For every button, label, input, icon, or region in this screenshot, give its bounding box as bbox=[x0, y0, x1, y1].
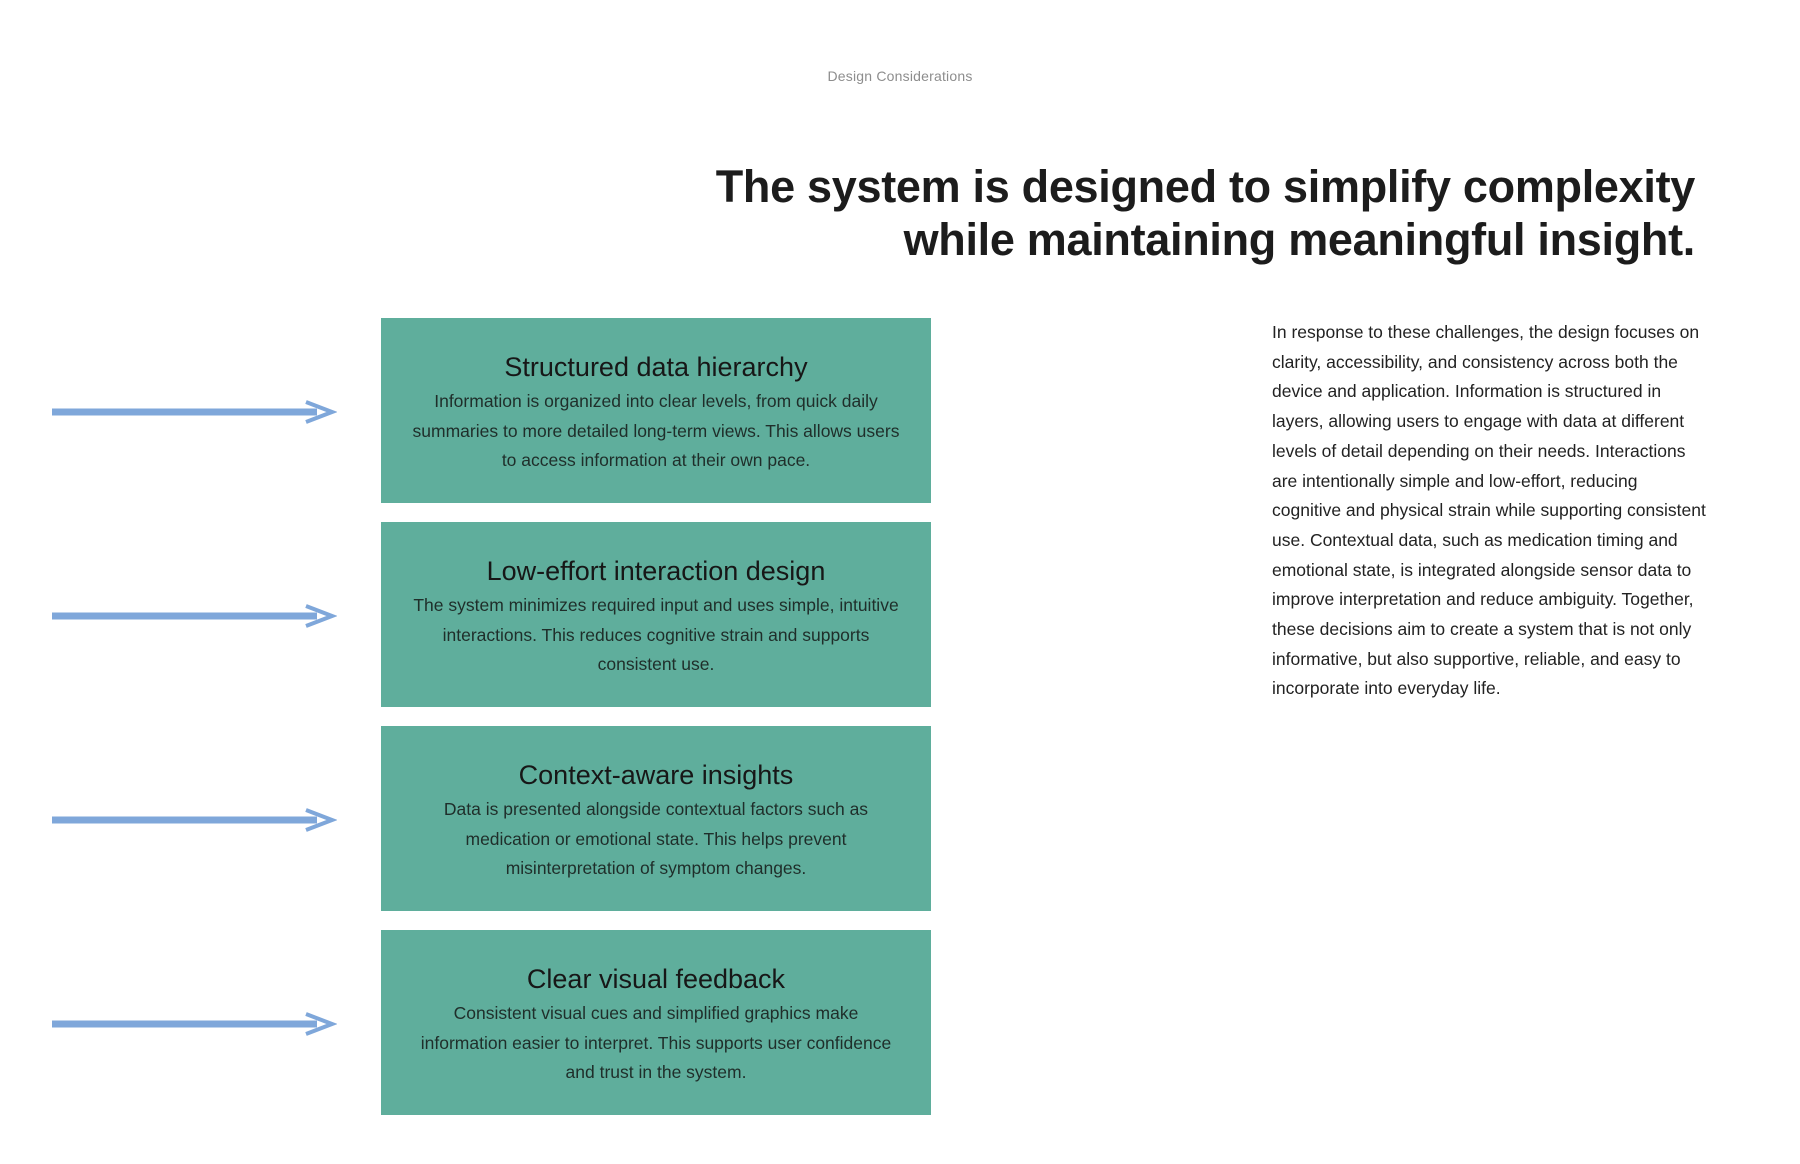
right-arrow-icon bbox=[52, 807, 337, 833]
card-description: Data is presented alongside contextual factors such as medication or emotional state. This helps prevent misinterpretation of symptom changes. bbox=[443, 799, 869, 879]
card-title: Clear visual feedback bbox=[526, 964, 786, 994]
consideration-card-low-effort bbox=[381, 522, 931, 707]
page-headline bbox=[695, 160, 1695, 266]
headline-line-2: while maintaining meaningful insight. bbox=[903, 214, 1695, 265]
right-arrow-icon bbox=[52, 1011, 337, 1037]
consideration-card-visual-feedback bbox=[381, 930, 931, 1115]
card-description: The system minimizes required input and uses simple, intuitive interactions. This reduces cognitive strain and supports consistent use. bbox=[413, 595, 899, 675]
headline-line-1: The system is designed to simplify complexity bbox=[715, 161, 1695, 212]
consideration-card-structured-data bbox=[381, 318, 931, 503]
right-arrow-icon bbox=[52, 603, 337, 629]
card-title: Low-effort interaction design bbox=[486, 556, 826, 586]
card-title: Context-aware insights bbox=[518, 760, 794, 790]
intro-paragraph: In response to these challenges, the design focuses on clarity, accessibility, and consistency across both the device and application. Information is structured in layers, allowing users to engage with data at different levels of detail depending on their needs. Interactions are intentionally simple and low-effort, reducing cognitive and physical strain while supporting consistent use. Contextual data, such as medication timing and emotional state, is integrated alongside sensor data to improve interpretation and reduce ambiguity. Together, these decisions aim to create a system that is not only informative, but also supportive, reliable, and easy to incorporate into everyday life. bbox=[1272, 322, 1706, 699]
section-eyebrow: Design Considerations bbox=[827, 68, 973, 84]
card-description: Consistent visual cues and simplified graphics make information easier to interpret. This supports user confidence and trust in the system. bbox=[420, 1003, 892, 1083]
card-description: Information is organized into clear levels, from quick daily summaries to more detailed long-term views. This allows users to access information at their own pace. bbox=[412, 391, 900, 471]
card-title: Structured data hierarchy bbox=[504, 352, 808, 382]
right-arrow-icon bbox=[52, 399, 337, 425]
consideration-card-context-aware bbox=[381, 726, 931, 911]
